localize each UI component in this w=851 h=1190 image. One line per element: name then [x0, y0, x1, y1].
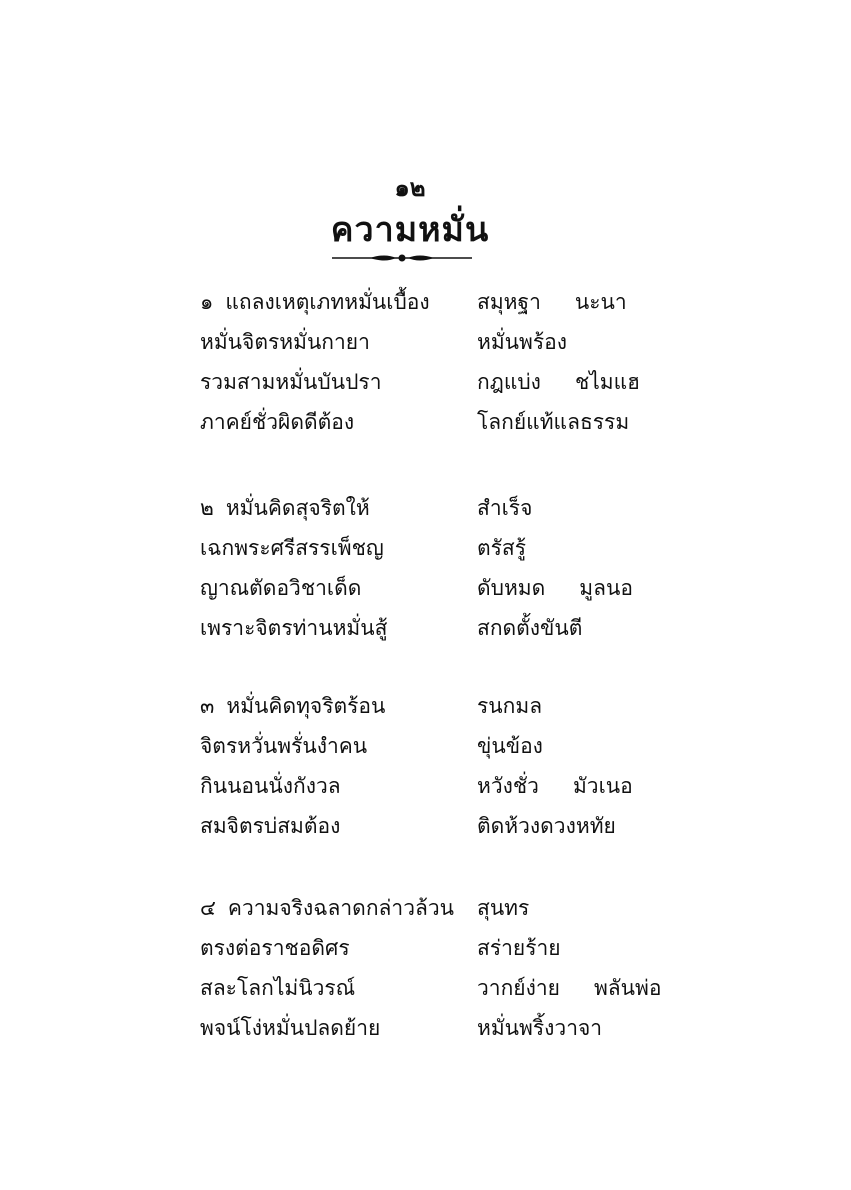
verse-end-word: พลันพ่อ: [593, 976, 662, 1000]
verse-second-half: สำเร็จ: [477, 496, 533, 520]
page-title: ความหมั่น: [330, 210, 490, 250]
stanza-number: ๓: [200, 694, 215, 718]
verse-end-word: มูลนอ: [579, 576, 633, 600]
verse-second-half: กฎแบ่ง: [477, 370, 541, 394]
verse-line: [200, 686, 720, 726]
verse-first-half: แถลงเหตุเภทหมั่นเบื้อง: [225, 290, 430, 314]
verse-second-half: โลกย์แท้แลธรรม: [477, 410, 630, 434]
verse-first-half: หมั่นจิตรหมั่นกายา: [200, 330, 370, 354]
verse-line: [200, 888, 720, 928]
verse-first-half: รวมสามหมั่นบันปรา: [200, 370, 382, 394]
verse-first-half: ภาคย์ชั่วผิดดีต้อง: [200, 410, 355, 434]
stanza-number: ๑: [200, 290, 214, 314]
verse-second-half: ตรัสรู้: [477, 536, 527, 560]
verse-end-word: มัวเนอ: [572, 774, 633, 798]
verse-line: [200, 726, 720, 766]
verse-second-half: ติดห้วงดวงหทัย: [477, 814, 616, 838]
verse-line: [200, 968, 720, 1008]
verse-first-half: ญาณตัดอวิชาเด็ด: [200, 576, 362, 600]
verse-second-half: สุนทร: [477, 896, 530, 920]
stanza-number: ๔: [200, 896, 216, 920]
verse-second-half: หมั่นพร้อง: [477, 330, 568, 354]
stanza-3: [200, 686, 720, 846]
verse-line: [200, 568, 720, 608]
verse-first-half: หมั่นคิดสุจริตให้: [225, 496, 370, 520]
verse-second-half: หมั่นพริ้งวาจา: [477, 1016, 603, 1040]
verse-second-half: หวังชั่ว: [477, 774, 539, 798]
verse-first-half: จิตรหวั่นพรั่นงำคน: [200, 734, 368, 758]
verse-line: [200, 282, 720, 322]
verse-first-half: สละโลกไม่นิวรณ์: [200, 976, 356, 1000]
verse-first-half: เฉกพระศรีสรรเพ็ชญ: [200, 536, 384, 560]
verse-line: [200, 402, 720, 442]
verse-line: [200, 608, 720, 648]
verse-line: [200, 766, 720, 806]
verse-second-half: สมุหฐา: [477, 290, 541, 314]
verse-end-word: ชไมแฮ: [574, 370, 640, 394]
verse-line: [200, 928, 720, 968]
verse-first-half: กินนอนนั่งกังวล: [200, 774, 341, 798]
verse-second-half: ขุ่นข้อง: [477, 734, 543, 758]
stanza-2: [200, 488, 720, 648]
verse-line: [200, 362, 720, 402]
verse-second-half: รนกมล: [477, 694, 543, 718]
verse-line: [200, 322, 720, 362]
verse-line: [200, 528, 720, 568]
verse-line: [200, 1008, 720, 1048]
stanza-1: [200, 282, 720, 442]
verse-first-half: สมจิตรบ่สมต้อง: [200, 814, 341, 838]
verse-second-half: วากย์ง่าย: [477, 976, 560, 1000]
verse-first-half: ความจริงฉลาดกล่าวล้วน: [227, 896, 455, 920]
verse-second-half: สกดตั้งขันตี: [477, 616, 583, 640]
stanza-4: [200, 888, 720, 1048]
verse-first-half: หมั่นคิดทุจริตร้อน: [226, 694, 386, 718]
stanza-number: ๒: [200, 496, 214, 520]
verse-end-word: นะนา: [574, 290, 627, 314]
verse-second-half: ดับหมด: [477, 576, 546, 600]
verse-first-half: เพราะจิตรท่านหมั่นสู้: [200, 616, 388, 640]
verse-line: [200, 488, 720, 528]
verse-line: [200, 806, 720, 846]
verse-second-half: สร่ายร้าย: [477, 936, 561, 960]
page-number: ๑๒: [394, 174, 426, 202]
title-ornament: [330, 248, 474, 268]
verse-first-half: พจน์โง่หมั่นปลดย้าย: [200, 1016, 381, 1040]
verse-first-half: ตรงต่อราชอดิศร: [200, 936, 350, 960]
